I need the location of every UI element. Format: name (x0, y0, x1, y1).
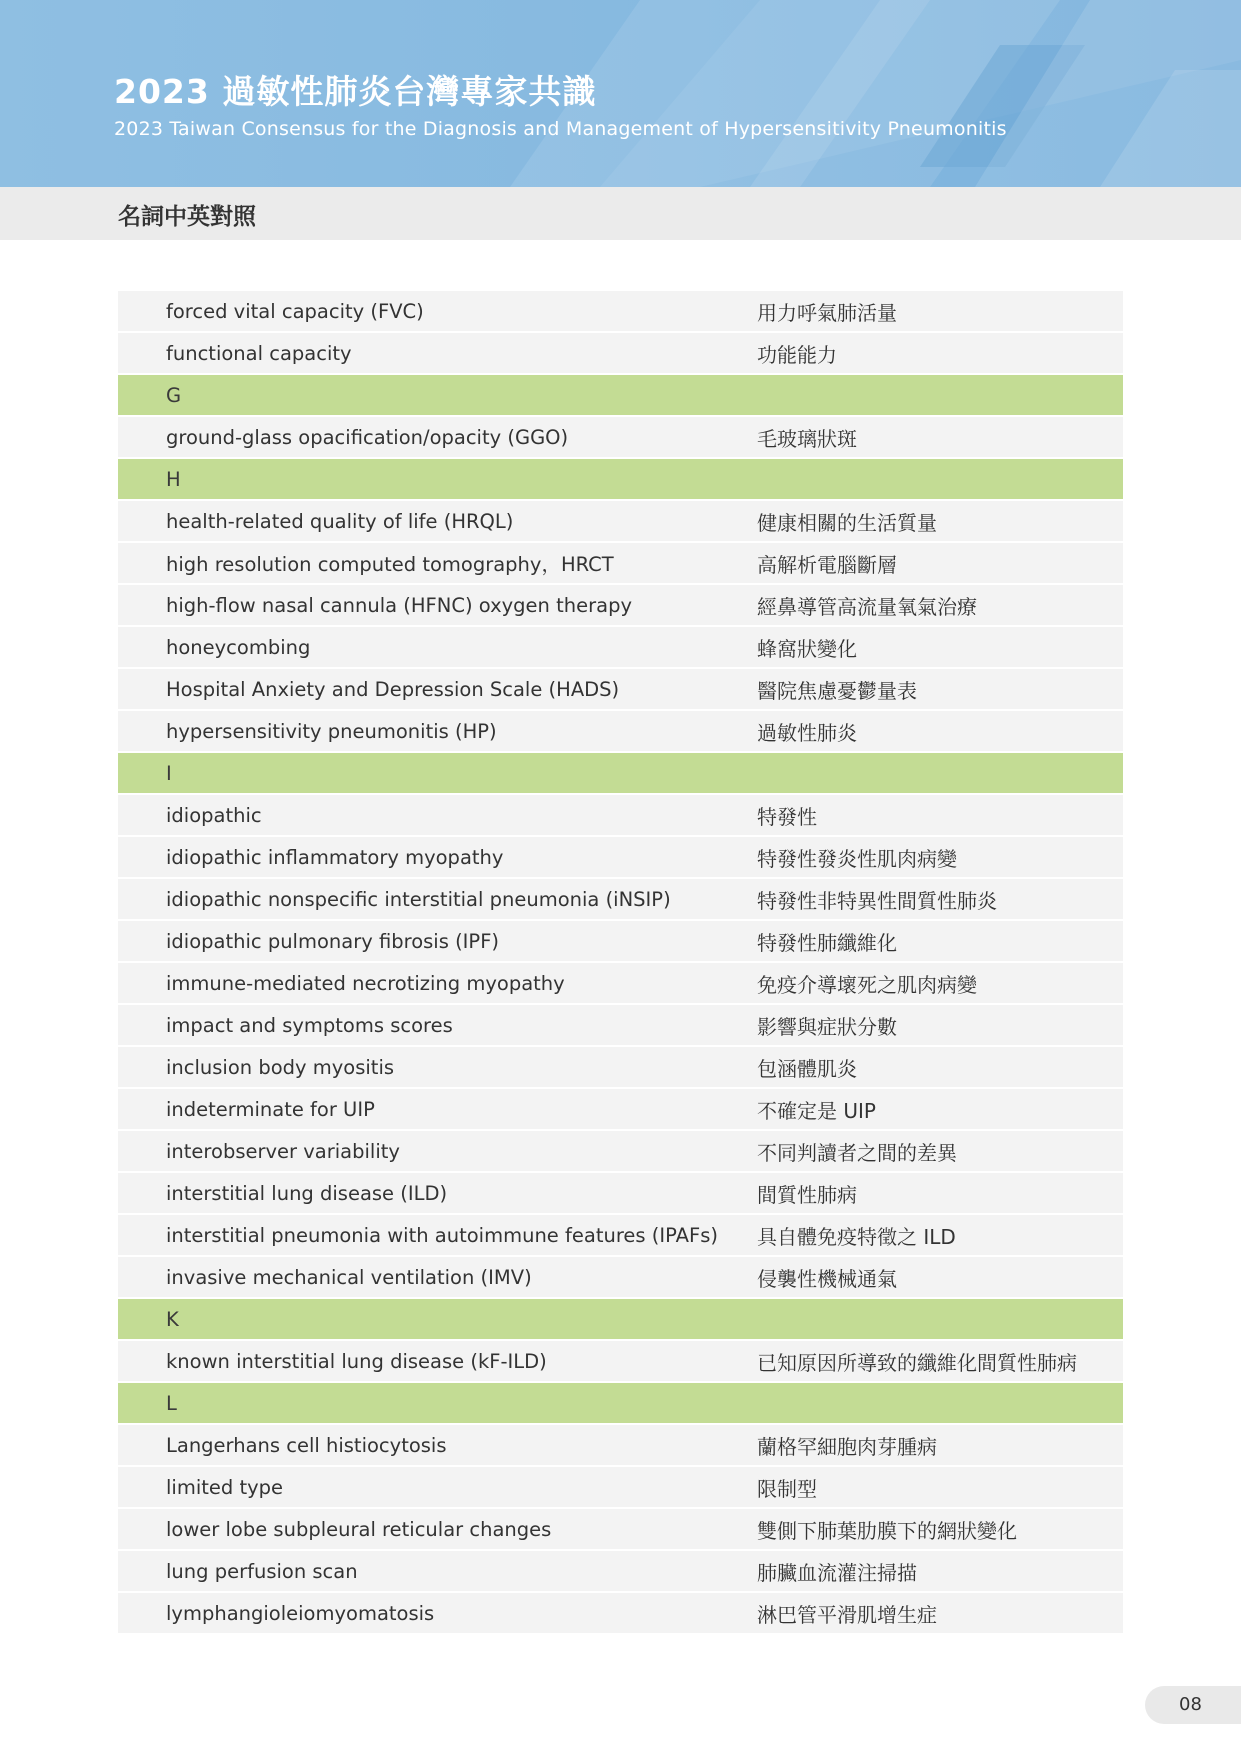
glossary-row (118, 585, 1123, 625)
english-term: Langerhans cell histiocytosis (166, 1433, 447, 1457)
chinese-term: 間質性肺病 (757, 1182, 857, 1207)
glossary-row (118, 963, 1123, 1003)
chinese-term: 特發性肺纖維化 (757, 930, 897, 955)
chinese-term: 免疫介導壞死之肌肉病變 (757, 972, 977, 997)
chinese-term: 功能能力 (757, 342, 837, 367)
chinese-term: 過敏性肺炎 (757, 720, 857, 745)
glossary-row (118, 1257, 1123, 1297)
letter-heading: H (166, 467, 181, 491)
chinese-term: 雙側下肺葉肋膜下的網狀變化 (757, 1518, 1017, 1543)
glossary-row (118, 543, 1123, 583)
letter-heading-row (118, 1299, 1123, 1339)
chinese-term: 不確定是 UIP (757, 1098, 876, 1123)
english-term: known interstitial lung disease (kF-ILD) (166, 1349, 547, 1373)
glossary-row (118, 669, 1123, 709)
letter-heading-row (118, 459, 1123, 499)
english-term: lower lobe subpleural reticular changes (166, 1517, 552, 1541)
glossary-row (118, 921, 1123, 961)
english-term: idiopathic inflammatory myopathy (166, 845, 504, 869)
english-term: immune-mediated necrotizing myopathy (166, 971, 565, 995)
page-number-tab (1145, 1686, 1241, 1724)
letter-heading: G (166, 383, 182, 407)
glossary-row (118, 1593, 1123, 1633)
english-term: health-related quality of life (HRQL) (166, 509, 514, 533)
letter-heading-row (118, 753, 1123, 793)
letter-heading: I (166, 761, 172, 785)
glossary-row (118, 795, 1123, 835)
chinese-term: 蜂窩狀變化 (757, 636, 857, 661)
english-term: honeycombing (166, 635, 311, 659)
chinese-term: 蘭格罕細胞肉芽腫病 (757, 1434, 937, 1459)
english-term: high resolution computed tomography，HRCT (166, 553, 614, 576)
english-term: interobserver variability (166, 1139, 400, 1163)
english-term: ground-glass opacification/opacity (GGO) (166, 425, 569, 449)
glossary-row (118, 1047, 1123, 1087)
chinese-term: 毛玻璃狀斑 (757, 426, 857, 451)
glossary-table (118, 291, 1123, 1635)
chinese-term: 肺臟血流灌注掃描 (757, 1560, 917, 1585)
glossary-row (118, 879, 1123, 919)
chinese-term: 特發性 (757, 804, 817, 829)
letter-heading: L (166, 1391, 177, 1415)
glossary-row (118, 1509, 1123, 1549)
glossary-row (118, 1131, 1123, 1171)
english-term: forced vital capacity (FVC) (166, 299, 424, 323)
english-term: high-flow nasal cannula (HFNC) oxygen therapy (166, 593, 632, 617)
glossary-row (118, 1005, 1123, 1045)
english-term: hypersensitivity pneumonitis (HP) (166, 719, 497, 743)
chinese-term: 特發性發炎性肌肉病變 (757, 846, 957, 871)
english-term: idiopathic nonspecific interstitial pneumonia (iNSIP) (166, 887, 671, 911)
chinese-term: 影響與症狀分數 (757, 1014, 897, 1039)
chinese-term: 侵襲性機械通氣 (757, 1266, 897, 1291)
english-term: idiopathic pulmonary fibrosis (IPF) (166, 929, 500, 953)
document-title: 2023 過敏性肺炎台灣專家共識 (114, 72, 597, 111)
english-term: interstitial lung disease (ILD) (166, 1181, 448, 1205)
document-subtitle: 2023 Taiwan Consensus for the Diagnosis and Management of Hypersensitivity Pneumonitis (114, 118, 1007, 140)
header-banner (0, 0, 1241, 187)
chinese-term: 高解析電腦斷層 (757, 552, 897, 577)
glossary-row (118, 1089, 1123, 1129)
english-term: Hospital Anxiety and Depression Scale (HADS) (166, 677, 620, 701)
page-number: 08 (1179, 1694, 1202, 1715)
section-header (0, 187, 1241, 240)
english-term: limited type (166, 1475, 284, 1499)
glossary-row (118, 1551, 1123, 1591)
chinese-term: 淋巴管平滑肌增生症 (757, 1602, 937, 1627)
chinese-term: 包涵體肌炎 (757, 1056, 857, 1081)
glossary-row (118, 1173, 1123, 1213)
glossary-row (118, 501, 1123, 541)
chinese-term: 特發性非特異性間質性肺炎 (757, 888, 997, 913)
chinese-term: 已知原因所導致的纖維化間質性肺病 (757, 1350, 1077, 1375)
chinese-term: 健康相關的生活質量 (757, 510, 937, 535)
chinese-term: 經鼻導管高流量氧氣治療 (757, 594, 977, 619)
glossary-row (118, 1215, 1123, 1255)
glossary-row (118, 711, 1123, 751)
glossary-row (118, 1425, 1123, 1465)
english-term: functional capacity (166, 341, 352, 365)
glossary-row (118, 1467, 1123, 1507)
english-term: inclusion body myositis (166, 1055, 395, 1079)
section-title: 名詞中英對照 (118, 204, 256, 230)
english-term: lymphangioleiomyomatosis (166, 1601, 435, 1625)
chinese-term: 具自體免疫特徵之 ILD (757, 1224, 956, 1249)
chinese-term: 醫院焦慮憂鬱量表 (757, 678, 917, 703)
glossary-row (118, 417, 1123, 457)
english-term: idiopathic (166, 803, 262, 827)
glossary-row (118, 333, 1123, 373)
letter-heading-row (118, 375, 1123, 415)
letter-heading: K (166, 1307, 179, 1331)
english-term: indeterminate for UIP (166, 1097, 375, 1121)
chinese-term: 用力呼氣肺活量 (757, 300, 897, 325)
letter-heading-row (118, 1383, 1123, 1423)
english-term: interstitial pneumonia with autoimmune features (IPAFs) (166, 1223, 718, 1247)
english-term: invasive mechanical ventilation (IMV) (166, 1265, 532, 1289)
glossary-row (118, 291, 1123, 331)
glossary-row (118, 1341, 1123, 1381)
glossary-row (118, 837, 1123, 877)
glossary-row (118, 627, 1123, 667)
english-term: lung perfusion scan (166, 1559, 358, 1583)
english-term: impact and symptoms scores (166, 1013, 453, 1037)
chinese-term: 限制型 (757, 1476, 817, 1501)
chinese-term: 不同判讀者之間的差異 (757, 1140, 957, 1165)
